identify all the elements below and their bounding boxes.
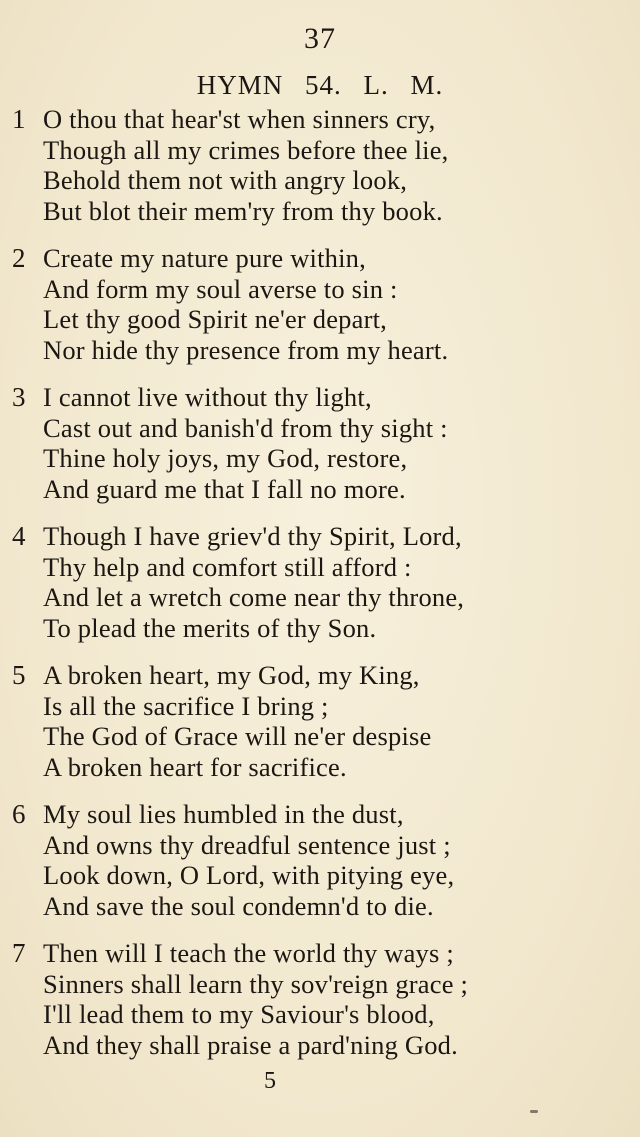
verse-number: 5	[12, 660, 26, 690]
verse-line: Sinners shall learn thy sov'reign grace ;	[43, 968, 469, 999]
verse-number: 7	[12, 938, 26, 968]
hymn-title: HYMN 54.	[196, 70, 342, 100]
verse-4	[0, 521, 640, 643]
verse-line: Behold them not with angry look,	[43, 165, 408, 195]
verse-line: Thine holy joys, my God, restore,	[43, 443, 408, 473]
verse-line: And owns thy dreadful sentence just ;	[43, 829, 451, 860]
verse-2	[0, 243, 640, 365]
verse-6	[0, 799, 640, 921]
verse-number: 6	[12, 799, 26, 829]
hymn-header	[0, 70, 640, 101]
ink-speck	[530, 1110, 538, 1113]
verse-number: 1	[12, 104, 26, 134]
verse-line: Create my nature pure within,	[43, 243, 366, 273]
verse-1	[0, 104, 640, 226]
verse-3	[0, 382, 640, 504]
verse-line: Cast out and banish'd from thy sight :	[43, 412, 448, 443]
verse-number: 2	[12, 243, 26, 273]
verse-line: Though all my crimes before thee lie,	[43, 134, 449, 165]
verse-line: I'll lead them to my Saviour's blood,	[43, 999, 435, 1029]
verse-line: The God of Grace will ne'er despise	[43, 721, 432, 751]
verse-line: To plead the merits of thy Son.	[43, 612, 377, 643]
verse-5	[0, 660, 640, 782]
hymn-verses	[0, 104, 640, 1077]
hymn-meter: L. M.	[363, 70, 444, 100]
verse-line: A broken heart, my God, my King,	[43, 660, 420, 690]
verse-line: And let a wretch come near thy throne,	[43, 582, 465, 612]
verse-line: Thy help and comfort still afford :	[43, 551, 412, 582]
page-number: 37	[304, 22, 336, 55]
verse-line: But blot their mem'ry from thy book.	[43, 195, 443, 226]
verse-line: And save the soul condemn'd to die.	[43, 890, 434, 921]
verse-number: 4	[12, 521, 26, 551]
verse-line: A broken heart for sacrifice.	[43, 751, 347, 782]
signature-mark: 5	[264, 1068, 276, 1094]
verse-line: I cannot live without thy light,	[43, 382, 372, 412]
verse-line: Then will I teach the world thy ways ;	[43, 938, 454, 968]
verse-line: O thou that hear'st when sinners cry,	[43, 104, 436, 134]
verse-line: Though I have griev'd thy Spirit, Lord,	[43, 521, 462, 551]
verse-line: Look down, O Lord, with pitying eye,	[43, 860, 455, 890]
verse-line: And form my soul averse to sin :	[43, 273, 398, 304]
verse-line: And they shall praise a pard'ning God.	[43, 1029, 458, 1060]
verse-line: And guard me that I fall no more.	[43, 473, 406, 504]
verse-7	[0, 938, 640, 1060]
verse-line: Let thy good Spirit ne'er depart,	[43, 304, 388, 334]
verse-line: Nor hide thy presence from my heart.	[43, 334, 449, 365]
verse-number: 3	[12, 382, 26, 412]
verse-line: My soul lies humbled in the dust,	[43, 799, 404, 829]
verse-line: Is all the sacrifice I bring ;	[43, 690, 329, 721]
